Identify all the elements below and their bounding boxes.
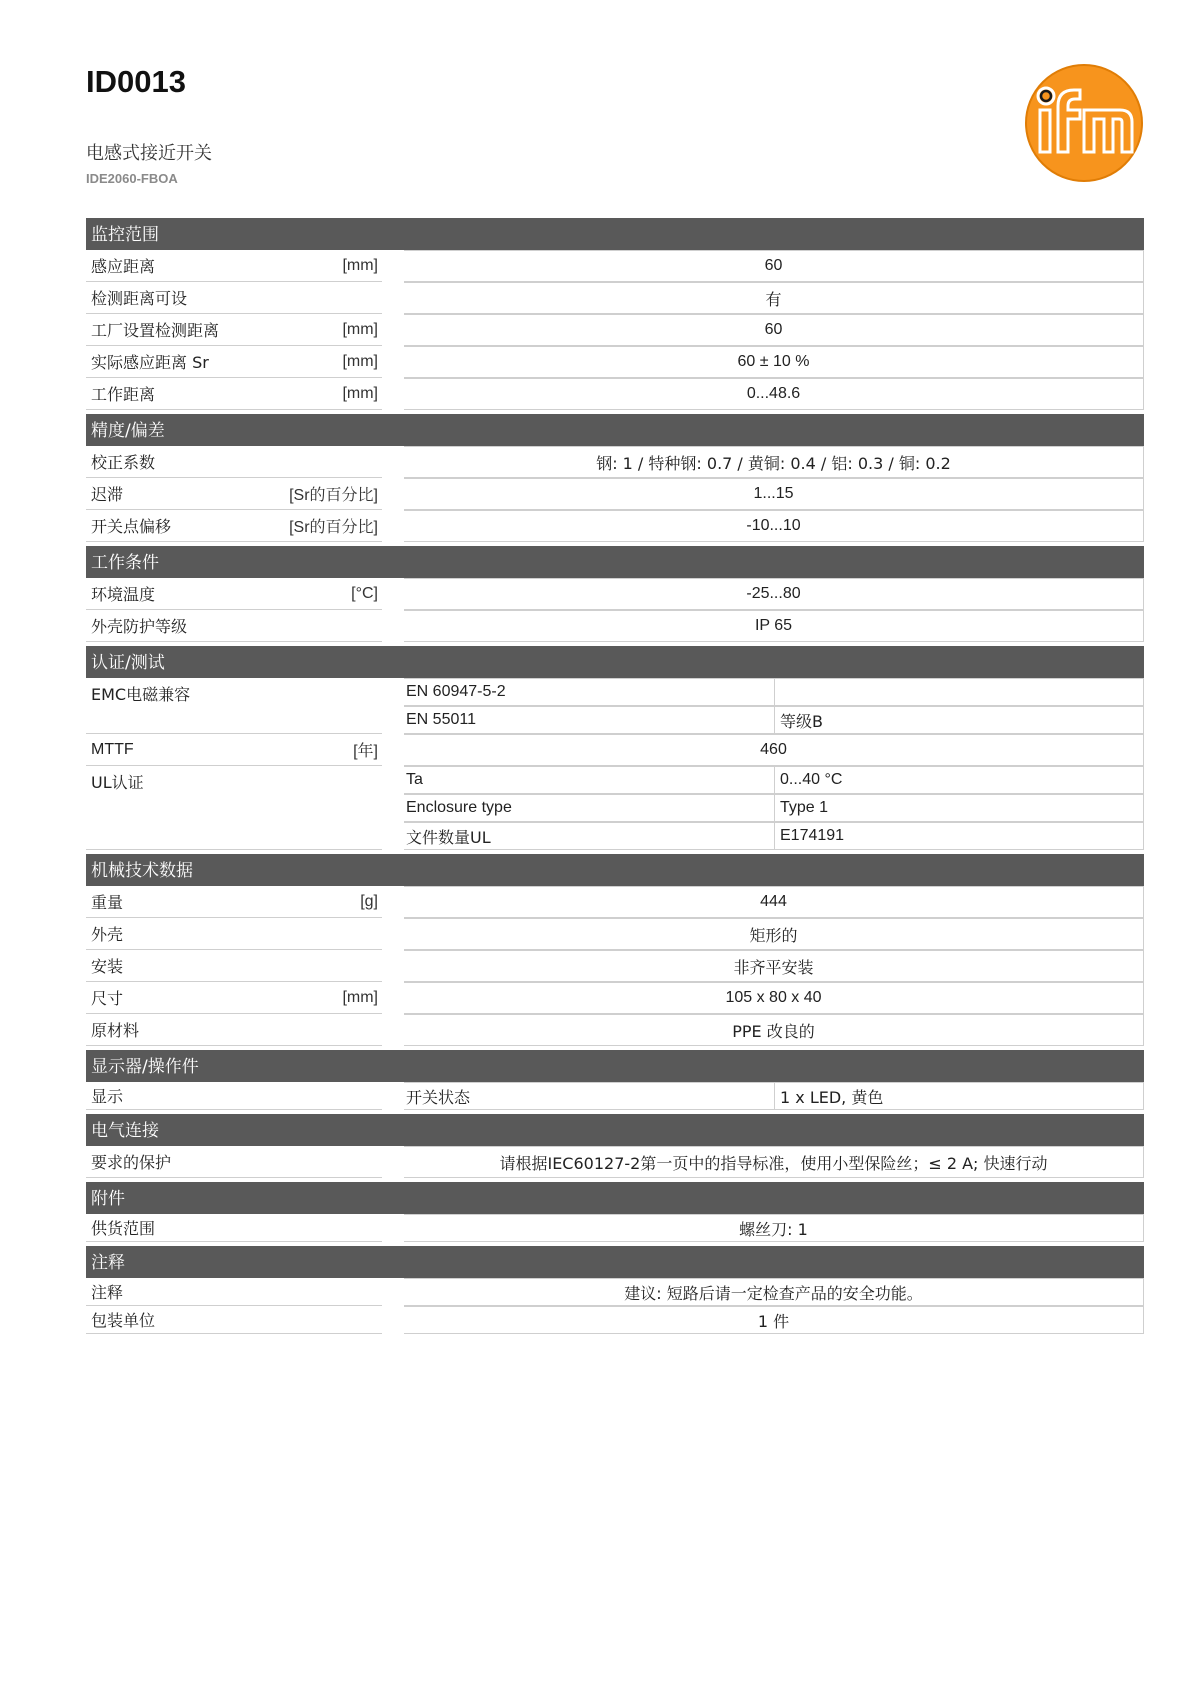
spec-label: 安装 [91, 957, 124, 976]
section-header-monitoring: 监控范围 [86, 218, 1144, 250]
spec-value: 螺丝刀: 1 [404, 1214, 1144, 1242]
spec-label: MTTF [91, 740, 134, 758]
spec-label: 外壳 [91, 925, 124, 944]
spec-label: 感应距离 [91, 257, 156, 276]
spec-label: 包装单位 [91, 1311, 156, 1330]
section-header-mechanical: 机械技术数据 [86, 854, 1144, 886]
spec-row [86, 734, 1144, 766]
spec-value: 1 件 [404, 1306, 1144, 1334]
spec-label: 原材料 [91, 1021, 140, 1040]
spec-value: 105 x 80 x 40 [404, 982, 1144, 1014]
spec-group-emc [86, 678, 1144, 734]
spec-value: PPE 改良的 [404, 1014, 1144, 1046]
spec-label: 开关点偏移 [91, 517, 172, 536]
spec-sub-value: E174191 [774, 822, 1144, 850]
spec-label: 重量 [91, 893, 124, 912]
spec-label: 检测距离可设 [91, 289, 188, 308]
spec-sub-value: 等级B [774, 706, 1144, 734]
spec-sub-key: Ta [404, 766, 774, 794]
spec-label: UL认证 [91, 773, 144, 792]
spec-value: IP 65 [404, 610, 1144, 642]
spec-label: 外壳防护等级 [91, 617, 188, 636]
spec-sub-value: 1 x LED, 黄色 [774, 1082, 1144, 1110]
spec-sheet [86, 218, 1144, 1334]
product-id: ID0013 [86, 64, 186, 99]
spec-row [86, 250, 1144, 282]
spec-row [86, 1306, 1144, 1334]
spec-sub-key: Enclosure type [404, 794, 774, 822]
spec-row [86, 886, 1144, 918]
spec-label: 显示 [91, 1087, 124, 1106]
spec-value: 444 [404, 886, 1144, 918]
spec-value: 0...48.6 [404, 378, 1144, 410]
spec-row [86, 1278, 1144, 1306]
spec-sub-key: EN 60947-5-2 [404, 678, 774, 706]
spec-row [86, 346, 1144, 378]
spec-subrow [404, 794, 1144, 822]
spec-sub-value: Type 1 [774, 794, 1144, 822]
spec-sub-value [774, 678, 1144, 706]
spec-unit: [年] [353, 743, 378, 760]
spec-row [86, 1214, 1144, 1242]
spec-label: 尺寸 [91, 989, 124, 1008]
section-header-notes: 注释 [86, 1246, 1144, 1278]
spec-label: 工作距离 [91, 385, 156, 404]
spec-label: 校正系数 [91, 453, 156, 472]
spec-row [86, 478, 1144, 510]
spec-label: EMC电磁兼容 [91, 685, 191, 704]
spec-group-ul [86, 766, 1144, 850]
section-header-electrical: 电气连接 [86, 1114, 1144, 1146]
spec-unit: [Sr的百分比] [289, 519, 378, 536]
svg-text:ifm: ifm [1083, 175, 1085, 176]
spec-row [86, 578, 1144, 610]
spec-subrow [404, 678, 1144, 706]
spec-label: 工厂设置检测距离 [91, 321, 220, 340]
spec-value: 60 [404, 314, 1144, 346]
spec-row [86, 918, 1144, 950]
spec-row [86, 1146, 1144, 1178]
spec-row [86, 610, 1144, 642]
spec-row [86, 446, 1144, 478]
spec-row [86, 950, 1144, 982]
spec-value: 矩形的 [404, 918, 1144, 950]
ifm-logo [1024, 63, 1144, 183]
spec-sub-key: 开关状态 [404, 1082, 774, 1110]
spec-value: 钢: 1 / 特种钢: 0.7 / 黄铜: 0.4 / 铝: 0.3 / 铜: 0.2 [404, 446, 1144, 478]
spec-label: 供货范围 [91, 1219, 156, 1238]
spec-label: 环境温度 [91, 585, 156, 604]
spec-row [86, 1014, 1144, 1046]
spec-value: 建议: 短路后请一定检查产品的安全功能。 [404, 1278, 1144, 1306]
spec-subrow [404, 706, 1144, 734]
spec-value: 460 [404, 734, 1144, 766]
section-header-approvals: 认证/测试 [86, 646, 1144, 678]
spec-value: 60 ± 10 % [404, 346, 1144, 378]
spec-value: -10...10 [404, 510, 1144, 542]
spec-row [86, 510, 1144, 542]
spec-group-display [86, 1082, 1144, 1110]
spec-label: 要求的保护 [91, 1153, 172, 1172]
section-header-display: 显示器/操作件 [86, 1050, 1144, 1082]
spec-unit: [mm] [342, 384, 378, 402]
spec-row [86, 314, 1144, 346]
spec-label: 注释 [91, 1283, 124, 1302]
spec-row [86, 982, 1144, 1014]
section-header-accessories: 附件 [86, 1182, 1144, 1214]
spec-row [86, 282, 1144, 314]
spec-row [86, 378, 1144, 410]
spec-subrow [404, 766, 1144, 794]
spec-value: 请根据IEC60127-2第一页中的指导标准，使用小型保险丝；≤ 2 A; 快速行动 [404, 1146, 1144, 1178]
product-subtitle: 电感式接近开关 [86, 143, 212, 164]
spec-subrow [404, 822, 1144, 850]
spec-value: 有 [404, 282, 1144, 314]
spec-value: 60 [404, 250, 1144, 282]
spec-label: 迟滞 [91, 485, 124, 504]
spec-value: -25...80 [404, 578, 1144, 610]
spec-label: 实际感应距离 Sr [91, 353, 209, 372]
spec-unit: [mm] [342, 988, 378, 1006]
section-header-accuracy: 精度/偏差 [86, 414, 1144, 446]
spec-unit: [°C] [351, 584, 378, 602]
spec-unit: [mm] [342, 320, 378, 338]
spec-unit: [Sr的百分比] [289, 487, 378, 504]
product-code: IDE2060-FBOA [86, 171, 178, 186]
spec-sub-value: 0...40 °C [774, 766, 1144, 794]
spec-unit: [mm] [342, 256, 378, 274]
spec-value: 1...15 [404, 478, 1144, 510]
spec-subrow [404, 1082, 1144, 1110]
spec-unit: [mm] [342, 352, 378, 370]
spec-unit: [g] [360, 892, 378, 910]
spec-sub-key: EN 55011 [404, 706, 774, 734]
section-header-operating: 工作条件 [86, 546, 1144, 578]
spec-sub-key: 文件数量UL [404, 822, 774, 850]
spec-value: 非齐平安装 [404, 950, 1144, 982]
